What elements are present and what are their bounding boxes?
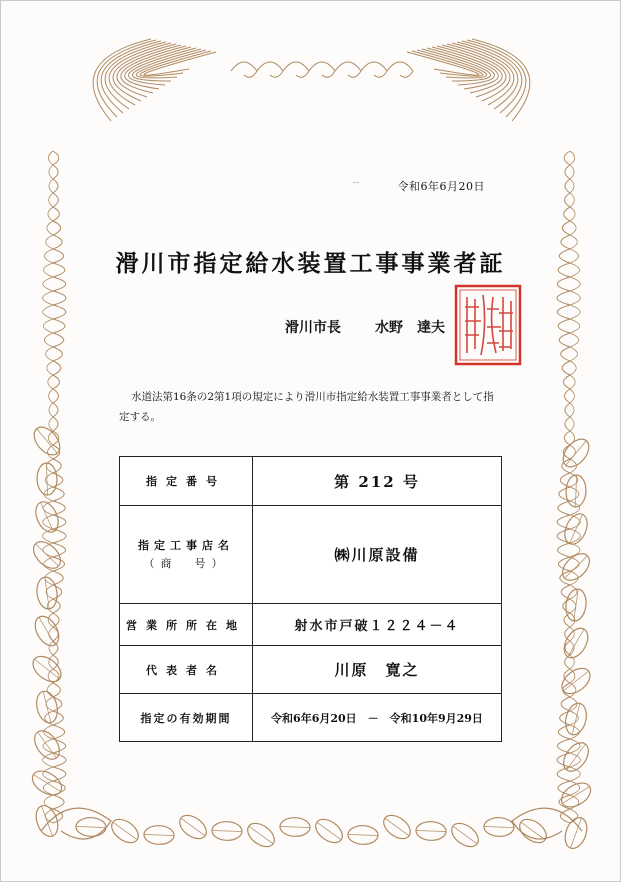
label-shop-name bbox=[120, 506, 253, 604]
label-office-address: 営業所所在地 bbox=[120, 604, 253, 646]
table-row bbox=[120, 646, 502, 694]
ornamental-border bbox=[1, 1, 622, 883]
label-validity-period: 指定の有効期間 bbox=[120, 694, 253, 742]
table-row bbox=[120, 694, 502, 742]
info-table bbox=[119, 456, 502, 742]
issuer bbox=[285, 317, 445, 337]
value-shop-name: ㈱川原設備 bbox=[253, 506, 502, 604]
body-text: 水道法第16条の2第1項の規定により滑川市指定給水装置工事事業者として指定する。 bbox=[119, 391, 494, 423]
value-representative: 川原 寛之 bbox=[253, 646, 502, 694]
table-row bbox=[120, 604, 502, 646]
label-designation-number: 指定番号 bbox=[120, 457, 253, 506]
issue-date: 令和6年6月20日 bbox=[397, 180, 485, 193]
issuer-name: 水野 達夫 bbox=[375, 320, 445, 336]
label-shop-name-sub: （商 号） bbox=[143, 556, 229, 570]
value-office-address: 射水市戸破１２２４－４ bbox=[253, 604, 502, 646]
label-representative: 代表者名 bbox=[120, 646, 253, 694]
label-shop-name-main: 指定工事店名 bbox=[138, 538, 234, 552]
table-row bbox=[120, 457, 502, 506]
table-row bbox=[120, 506, 502, 604]
value-designation-number: 第 212 号 bbox=[253, 457, 502, 506]
issuer-title: 滑川市長 bbox=[285, 320, 341, 336]
value-validity-period: 令和6年6月20日 － 令和10年9月29日 bbox=[253, 694, 502, 742]
seal-text: 滑川市長之印 bbox=[353, 183, 359, 184]
certificate-title: 滑川市指定給水装置工事事業者証 bbox=[115, 250, 506, 277]
